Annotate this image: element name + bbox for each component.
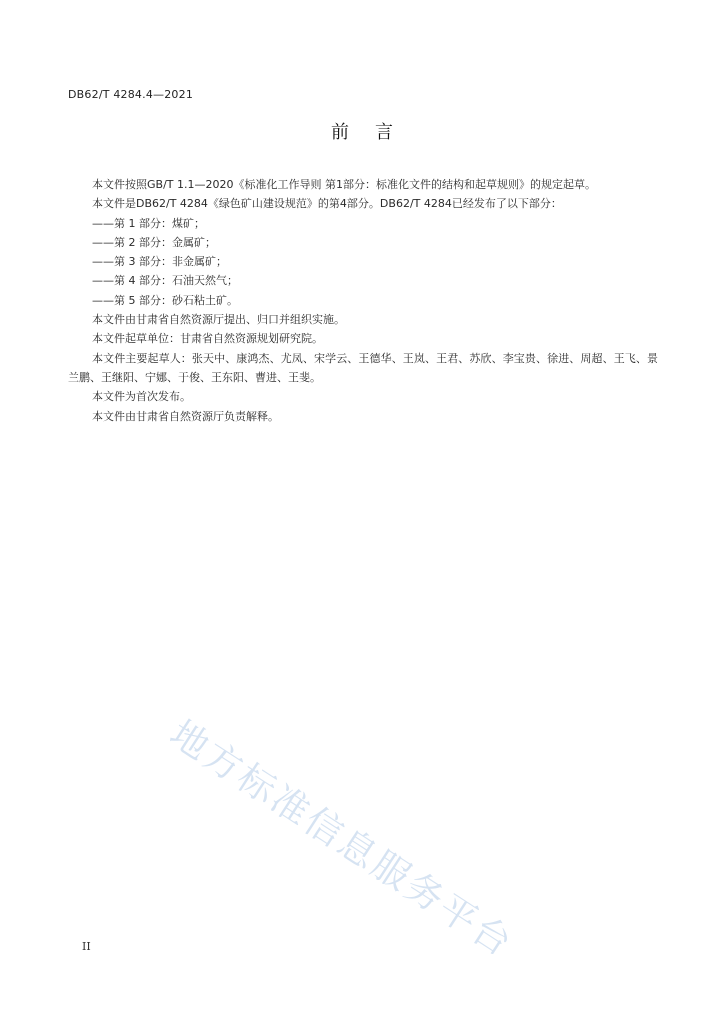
list-item-part-2: ——第 2 部分：金属矿； <box>92 235 216 249</box>
page-title: 前言 <box>331 122 419 143</box>
list-item-part-4: ——第 4 部分：石油天然气； <box>92 274 238 288</box>
paragraph-first-release: 本文件为首次发布。 <box>92 390 191 404</box>
paragraph-drafters: 本文件主要起草人：张天中、康鸿杰、尤凤、宋学云、王德华、王岚、王君、苏欣、李宝贵、徐进、周超、王飞、景兰鹏、王继阳、宁娜、于俊、王东阳、曹进、王斐。 <box>68 351 658 384</box>
list-item-part-5: ——第 5 部分：砂石粘土矿。 <box>92 293 238 307</box>
document-code: DB62/T 4284.4—2021 <box>68 88 194 101</box>
paragraph-drafting-rules: 本文件按照GB/T 1.1—2020《标准化工作导则 第1部分：标准化文件的结构和起草规则》的规定起草。 <box>92 178 596 191</box>
list-item-part-3: ——第 3 部分：非金属矿； <box>92 255 227 269</box>
page-number: II <box>82 940 91 953</box>
paragraph-interpretation: 本文件由甘肃省自然资源厅负责解释。 <box>92 409 279 423</box>
paragraph-parts-intro: 本文件是DB62/T 4284《绿色矿山建设规范》的第4部分。DB62/T 4284已经发布了以下部分： <box>92 197 562 211</box>
list-item-part-1: ——第 1 部分：煤矿； <box>92 216 205 230</box>
watermark-text: 地方标准信息服务平台 <box>162 711 522 966</box>
foreword-body <box>68 175 658 426</box>
paragraph-drafting-unit: 本文件起草单位：甘肃省自然资源规划研究院。 <box>92 332 323 346</box>
paragraph-proposer: 本文件由甘肃省自然资源厅提出、归口并组织实施。 <box>92 313 345 327</box>
